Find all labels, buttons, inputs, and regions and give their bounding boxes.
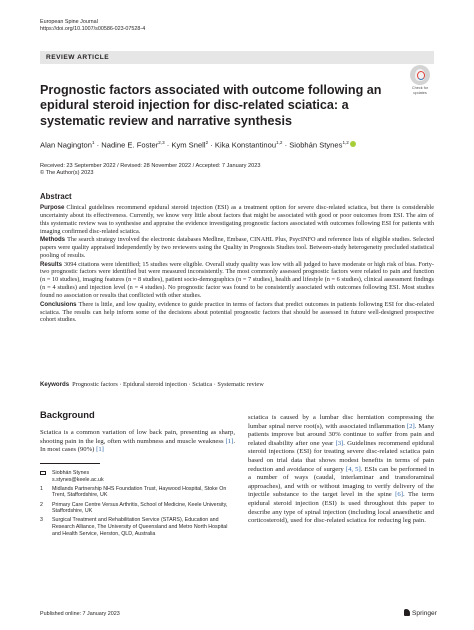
author-separator: · — [94, 140, 102, 150]
author-separator: · — [282, 140, 290, 150]
body-text: . In most cases (90%) — [40, 437, 235, 454]
published-online: Published online: 7 January 2023 — [40, 611, 120, 617]
article-dates — [40, 163, 260, 177]
body-text: sciatica is caused by a lumbar disc herniation compressing the lumbar spinal nerve root(s), with associated inflammation — [248, 414, 434, 430]
copyright-line: © The Author(s) 2023 — [40, 170, 94, 176]
check-for-updates-line2: updates — [413, 91, 427, 96]
affiliation-item — [40, 486, 235, 499]
abstract-section-text: There is little, and low quality, evidence to guide practice in terms of factors that predict outcomes in patients following ESI for disc-related sciatica. The results can help inform some of the decisions about potential prognostic factors that should be assessed in future well-designed prospective cohort studies. — [40, 300, 434, 324]
corresponding-author-email[interactable]: s.stynes@keele.ac.uk — [52, 476, 104, 483]
affiliation-number: 3 — [40, 517, 43, 524]
abstract-section-text: 3094 citations were identified; 15 studies were eligible. Overall study quality was low with all judged to have moderate or high risk of bias. Forty-two prognostic factors were identified but were measured inconsistently. The most commonly assessed prognostic factors were related to pain and function (n = 10 studies), imaging features (n = 8 studies), patient socio-demographics (n = 7 studies), health and lifestyle (n = 6 studies), clinical assessment findings (n = 4 studies) and injection level (n = 4 studies). No prognostic factor was found to be consistently associated with outcomes following ESI. Most studies found no association or results that conflicted with other studies. — [40, 260, 434, 300]
article-type-label: REVIEW ARTICLE — [46, 54, 110, 61]
author-name[interactable]: Alan Nagington — [40, 140, 92, 150]
author-name[interactable]: Kika Konstantinou — [214, 140, 277, 150]
author-affiliation-sup: 2 — [205, 140, 209, 145]
affiliation-text: Primary Care Centre Versus Arthritis, School of Medicine, Keele University, Staffordshire, UK — [52, 501, 228, 515]
author-affiliation-sup: 1 — [91, 140, 95, 145]
date-history: Received: 23 September 2022 / Revised: 28 November 2022 / Accepted: 7 January 2023 — [40, 163, 261, 169]
author-affiliation-sup: 2,3 — [158, 140, 165, 145]
body-text: . Many patients improve but around 30% continue to suffer from pain and related disability after one year — [248, 422, 434, 447]
affiliation-text: Surgical Treatment and Rehabilitation Service (STARS), Education and Research Alliance, The University of Queensland and Metro North Hospital and Health Service, Herston, QLD, Australia — [52, 517, 228, 537]
affiliation-item — [40, 517, 235, 537]
author-name[interactable]: Kym Snell — [171, 140, 206, 150]
author-name[interactable]: Nadine E. Foster — [101, 140, 159, 150]
citation-link[interactable]: [3] — [335, 439, 344, 447]
body-text: . ESIs can be performed in a number of ways (caudal, interlaminar and transforaminal approaches), and with or without imaging to verify delivery of the injectile substance to the target level in the spine — [248, 465, 434, 499]
author-list — [40, 140, 356, 150]
abstract-methods — [40, 236, 434, 260]
abstract-section-text: The search strategy involved the electronic databases Medline, Embase, CINAHL Plus, PsycINFO and reference lists of eligible studies. Selected papers were quality appraised independently by two reviewers using the Quality in Prognosis Studies tool. Between-study heterogeneity precluded statistical pooling of results. — [40, 236, 434, 260]
citation-link[interactable]: [6] — [395, 491, 403, 499]
abstract-section-label: Methods — [40, 236, 66, 244]
background-left-column — [40, 429, 235, 455]
background-right-column — [248, 414, 434, 526]
abstract-results — [40, 261, 434, 301]
article-type-bar — [40, 51, 434, 64]
article-title: Prognostic factors associated with outcome following an epidural steroid injection for disc-related sciatica: a systematic review and narrative synthesis — [40, 83, 382, 128]
affiliation-text: Midlands Partnership NHS Foundation Trust, Haywood Hospital, Stoke On Trent, Staffordshire, UK — [52, 485, 227, 499]
affiliation-number: 1 — [40, 485, 43, 492]
abstract-section-label: Results — [40, 260, 63, 268]
author-separator: · — [164, 140, 172, 150]
keywords-label: Keywords — [40, 381, 70, 388]
author-affiliation-sup: 1,2 — [342, 140, 349, 145]
journal-header — [40, 19, 145, 33]
affiliations — [40, 470, 235, 540]
springer-logo — [404, 609, 437, 617]
envelope-icon — [40, 470, 46, 477]
check-for-updates-icon — [410, 65, 430, 85]
citation-link[interactable]: [4, 5] — [345, 465, 361, 473]
abstract-heading: Abstract — [40, 192, 72, 201]
footnote-divider — [40, 463, 100, 464]
journal-name: European Spine Journal — [40, 19, 98, 25]
abstract-section-text: Clinical guidelines recommend epidural steroid injection (ESI) as a treatment option for severe disc-related sciatica, but there is considerable uncertainty about its effectiveness. Currently, we know very little about factors that might be associated with good or poor outcomes from ESI. The aim of this systematic review was to synthesise and appraise the evidence investigating prognostic factors associated with outcomes following ESI for patients with imaging confirmed disc-related sciatica. — [40, 204, 434, 235]
abstract-body — [40, 204, 434, 325]
springer-horse-icon — [404, 609, 410, 616]
abstract-conclusions — [40, 301, 434, 325]
body-text: Sciatica is a common variation of low back pain, presenting as sharp, shooting pain in the leg, often with numbness and muscle weakness — [40, 429, 235, 445]
author-separator: · — [208, 140, 215, 150]
keywords-text: Prognostic factors · Epidural steroid injection · Sciatica · Systematic review — [72, 381, 264, 388]
citation-link[interactable]: [1] — [96, 446, 104, 454]
abstract-section-label: Conclusions — [40, 300, 77, 308]
check-for-updates-line1: Check for — [411, 86, 429, 90]
background-heading: Background — [40, 409, 95, 420]
affiliation-number: 2 — [40, 501, 43, 508]
citation-link[interactable]: [1] — [225, 437, 234, 445]
corresponding-author-name: Siobhán Stynes — [52, 470, 90, 476]
abstract-purpose — [40, 204, 434, 236]
doi-link[interactable]: https://doi.org/10.1007/s00586-023-07528-4 — [40, 26, 146, 32]
check-for-updates-badge[interactable] — [406, 65, 434, 96]
author-affiliation-sup: 1,2 — [276, 140, 283, 145]
body-text: . Guidelines recommend epidural steroid injections (ESI) for treating severe disc-related sciatica pain based on trial data that shows modest benefits in terms of pain reduction and avoidance of surgery — [248, 439, 435, 473]
abstract-section-label: Purpose — [40, 204, 65, 211]
citation-link[interactable]: [2] — [406, 422, 415, 430]
corresponding-author — [40, 470, 235, 483]
body-text: . The term epidural steroid injection (ESI) is used throughout this paper to describe any type of spinal injection (including local anaesthetic and corticosteroid), used for disc-related sciatica for reducing leg pain. — [248, 491, 435, 525]
orcid-icon[interactable] — [350, 141, 356, 147]
publisher-name: Springer — [412, 610, 437, 617]
keywords — [40, 381, 264, 388]
author-name[interactable]: Siobhán Stynes — [289, 140, 343, 150]
affiliation-item — [40, 502, 235, 515]
